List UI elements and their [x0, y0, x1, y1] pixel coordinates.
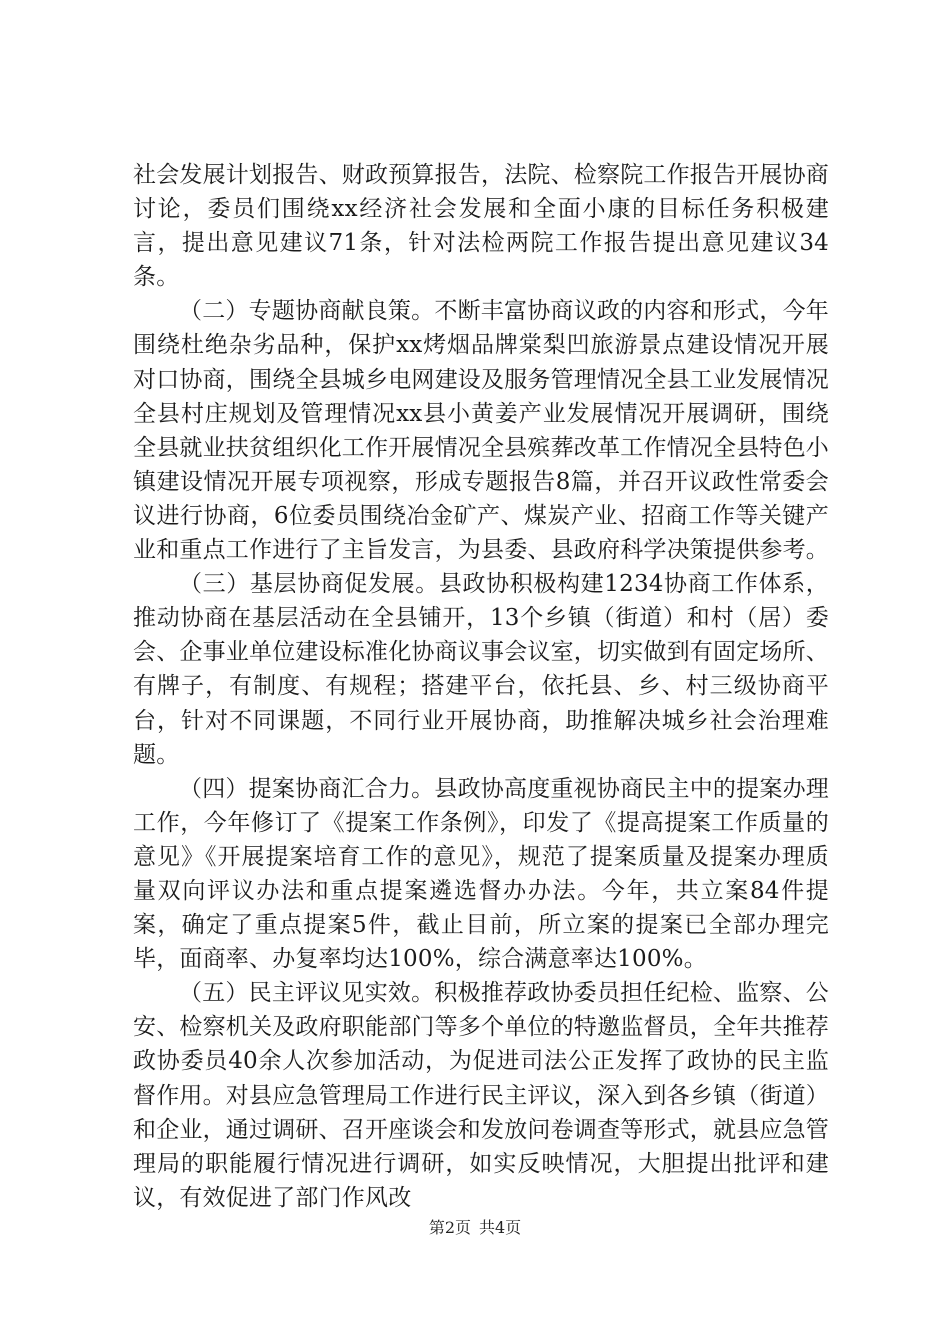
paragraph-proposal-consultation: （四）提案协商汇合力。县政协高度重视协商民主中的提案办理工作，今年修订了《提案工作条例》，印发了《提高提案工作质量的意见》《开展提案培育工作的意见》，规范了提案质量及提案办理质量双向评议办法和重点提案遴选督办办法。今年，共立案84件提案，确定了重点提案5件，截止目前，所立案的提案已全部办理完毕，面商率、办复率均达100%，综合满意率达100%。	[133, 775, 829, 973]
page-footer	[0, 1218, 950, 1238]
page-number: 第2页	[428, 1218, 471, 1237]
page-total: 共4页	[479, 1218, 522, 1237]
paragraph-grassroots-consultation: （三）基层协商促发展。县政协积极构建1234协商工作体系，推动协商在基层活动在全县铺开，13个乡镇（街道）和村（居）委会、企事业单位建设标准化协商议事会议室，切实做到有固定场所、有牌子，有制度、有规程；搭建平台，依托县、乡、村三级协商平台，针对不同课题，不同行业开展协商，助推解决城乡社会治理难题。	[133, 571, 829, 768]
paragraph-topic-consultation: （二）专题协商献良策。不断丰富协商议政的内容和形式，今年围绕杜绝杂劣品种，保护xx烤烟品牌棠梨凹旅游景点建设情况开展对口协商，围绕全县城乡电网建设及服务管理情况全县工业发展情况全县村庄规划及管理情况xx县小黄姜产业发展情况开展调研，围绕全县就业扶贫组织化工作开展情况全县殡葬改革工作情况全县特色小镇建设情况开展专项视察，形成专题报告8篇，并召开议政性常委会议进行协商，6位委员围绕冶金矿产、煤炭产业、招商工作等关键产业和重点工作进行了主旨发言，为县委、县政府科学决策提供参考。	[133, 298, 829, 564]
document-body	[133, 158, 829, 1215]
paragraph-democratic-review: （五）民主评议见实效。积极推荐政协委员担任纪检、监察、公安、检察机关及政府职能部门等多个单位的特邀监督员，全年共推荐政协委员40余人次参加活动，为促进司法公正发挥了政协的民主监督作用。对县应急管理局工作进行民主评议，深入到各乡镇（街道）和企业，通过调研、召开座谈会和发放问卷调查等形式，就县应急管理局的职能履行情况进行调研，如实反映情况，大胆提出批评和建议，有效促进了部门作风改	[133, 980, 829, 1211]
paragraph-continuation: 社会发展计划报告、财政预算报告，法院、检察院工作报告开展协商讨论，委员们围绕xx经济社会发展和全面小康的目标任务积极建言，提出意见建议71条，针对法检两院工作报告提出意见建议34条。	[133, 162, 829, 291]
